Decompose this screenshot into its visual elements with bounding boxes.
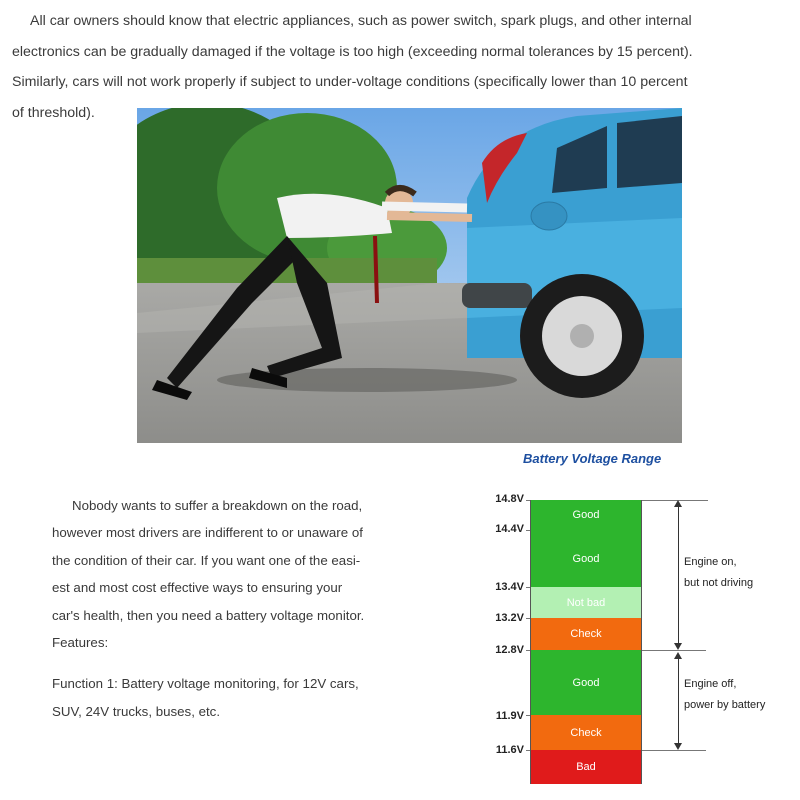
features-heading: Features: [52,635,109,651]
engine-on-label: Engine on, but not driving [684,556,754,589]
range-bracket-line [678,504,679,647]
function-line: Function 1: Battery voltage monitoring, for 12V cars, [52,676,359,692]
car-push-illustration [137,108,682,443]
tick-label: 12.8V [495,644,524,656]
voltage-band-not-bad: Not bad [530,587,642,618]
tick-label: 13.4V [495,581,524,593]
tick-label: 14.4V [495,523,524,535]
voltage-band-check: Check [530,618,642,650]
intro-line: of threshold). [12,104,95,121]
voltage-band-good: Good [530,530,642,587]
arrow-down-icon [674,643,682,650]
engine-off-label: Engine off, power by battery [684,678,766,711]
voltage-band-check: Check [530,715,642,750]
arrow-down-icon [674,743,682,750]
tick-label: 13.2V [495,612,524,624]
body-line: est and most cost effective ways to ensuring your [52,580,343,596]
intro-line: All car owners should know that electric appliances, such as power switch, spark plugs, and other internal [30,13,692,29]
voltage-band-good: Good [530,650,642,715]
function-line: SUV, 24V trucks, buses, etc. [52,703,221,719]
body-line: however most drivers are indifferent to or unaware of [52,525,363,541]
voltage-band-bad: Bad [530,750,642,784]
body-line: Nobody wants to suffer a breakdown on the road, [72,498,363,513]
car-push-photo [137,108,682,443]
body-line: the condition of their car. If you want one of the easi- [52,552,361,568]
tick-label: 14.8V [495,493,524,505]
intro-line: electronics can be gradually damaged if the voltage is too high (exceeding normal tolerances by 15 percent). [12,43,693,60]
tick-label: 11.6V [495,744,524,756]
chart-title: Battery Voltage Range [523,451,662,466]
tick-label: 11.9V [495,710,524,722]
battery-voltage-chart [470,490,790,790]
voltage-band-good: Good [530,500,642,530]
body-line: car's health, then you need a battery voltage monitor. [52,607,365,623]
intro-line: Similarly, cars will not work properly if subject to under-voltage conditions (specifically lower than 10 percent [12,74,688,90]
range-bracket-line [678,656,679,747]
body-text [52,492,412,725]
